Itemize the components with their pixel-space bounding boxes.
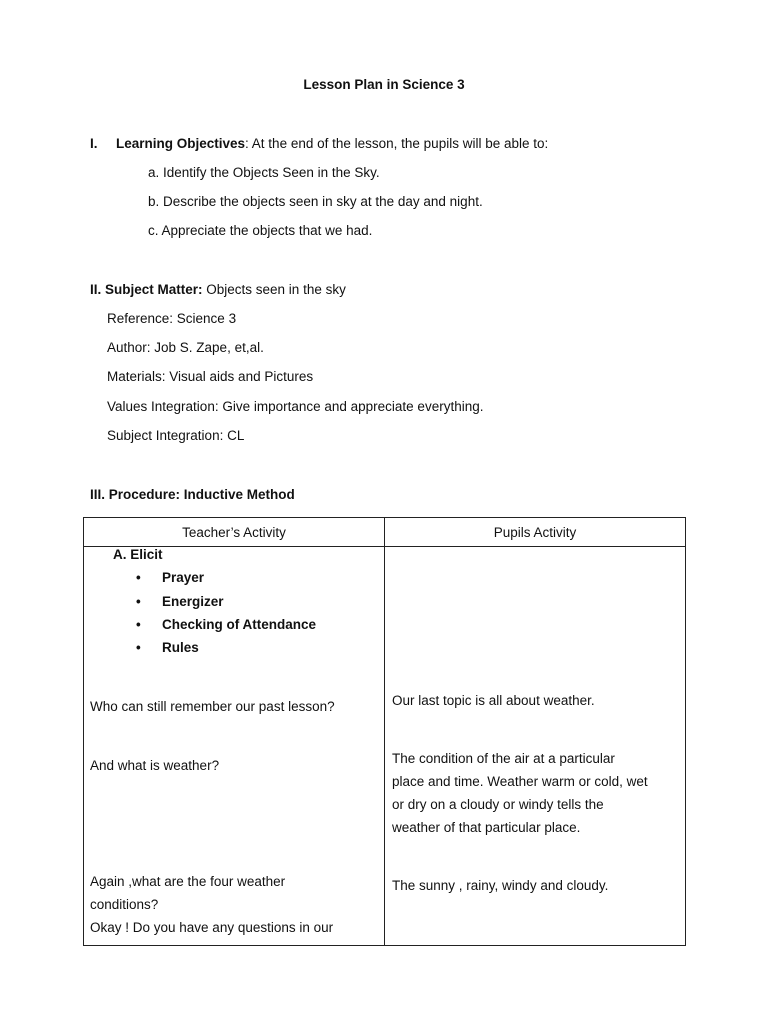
subject-line: Reference: Science 3 [107,311,237,326]
section1-label: Learning Objectives [116,136,246,151]
objective-item: b. Describe the objects seen in sky at the day and night. [148,194,483,209]
elicit-item: • Energizer [136,594,224,609]
section2-heading [90,282,346,297]
teacher-line: And what is weather? [90,758,220,773]
teacher-activity-cell [84,547,385,946]
page-title: Lesson Plan in Science 3 [303,77,465,92]
subject-line: Author: Job S. Zape, et,al. [107,340,264,355]
objective-item: a. Identify the Objects Seen in the Sky. [148,165,380,180]
pupil-line: The condition of the air at a particular [392,751,615,766]
pupil-line: place and time. Weather warm or cold, wet [392,774,648,789]
pupil-line: The sunny , rainy, windy and cloudy. [392,878,609,893]
section2-label: II. Subject Matter: [90,282,203,297]
teacher-line: Again ,what are the four weather [90,874,286,889]
teacher-line: Okay ! Do you have any questions in our [90,920,334,935]
procedure-table [83,517,686,946]
section1-heading [116,136,548,151]
objective-item: c. Appreciate the objects that we had. [148,223,373,238]
pupils-activity-header: Pupils Activity [385,518,686,547]
elicit-item: • Rules [136,640,199,655]
section1-numeral: I. [90,136,98,151]
section1-text: : At the end of the lesson, the pupils will be able to: [245,136,549,151]
pupils-activity-cell [385,547,686,946]
section3-heading: III. Procedure: Inductive Method [90,487,295,502]
pupil-line: Our last topic is all about weather. [392,693,595,708]
subject-line: Values Integration: Give importance and appreciate everything. [107,399,484,414]
elicit-label: A. Elicit [113,547,163,562]
section2-text: Objects seen in the sky [202,282,346,297]
teacher-activity-header: Teacher’s Activity [84,518,385,547]
elicit-item: • Prayer [136,570,205,585]
pupil-line: weather of that particular place. [392,820,581,835]
subject-line: Materials: Visual aids and Pictures [107,369,314,384]
teacher-line: conditions? [90,897,159,912]
pupil-line: or dry on a cloudy or windy tells the [392,797,604,812]
elicit-item: • Checking of Attendance [136,617,317,632]
teacher-line: Who can still remember our past lesson? [90,699,335,714]
subject-line: Subject Integration: CL [107,428,245,443]
